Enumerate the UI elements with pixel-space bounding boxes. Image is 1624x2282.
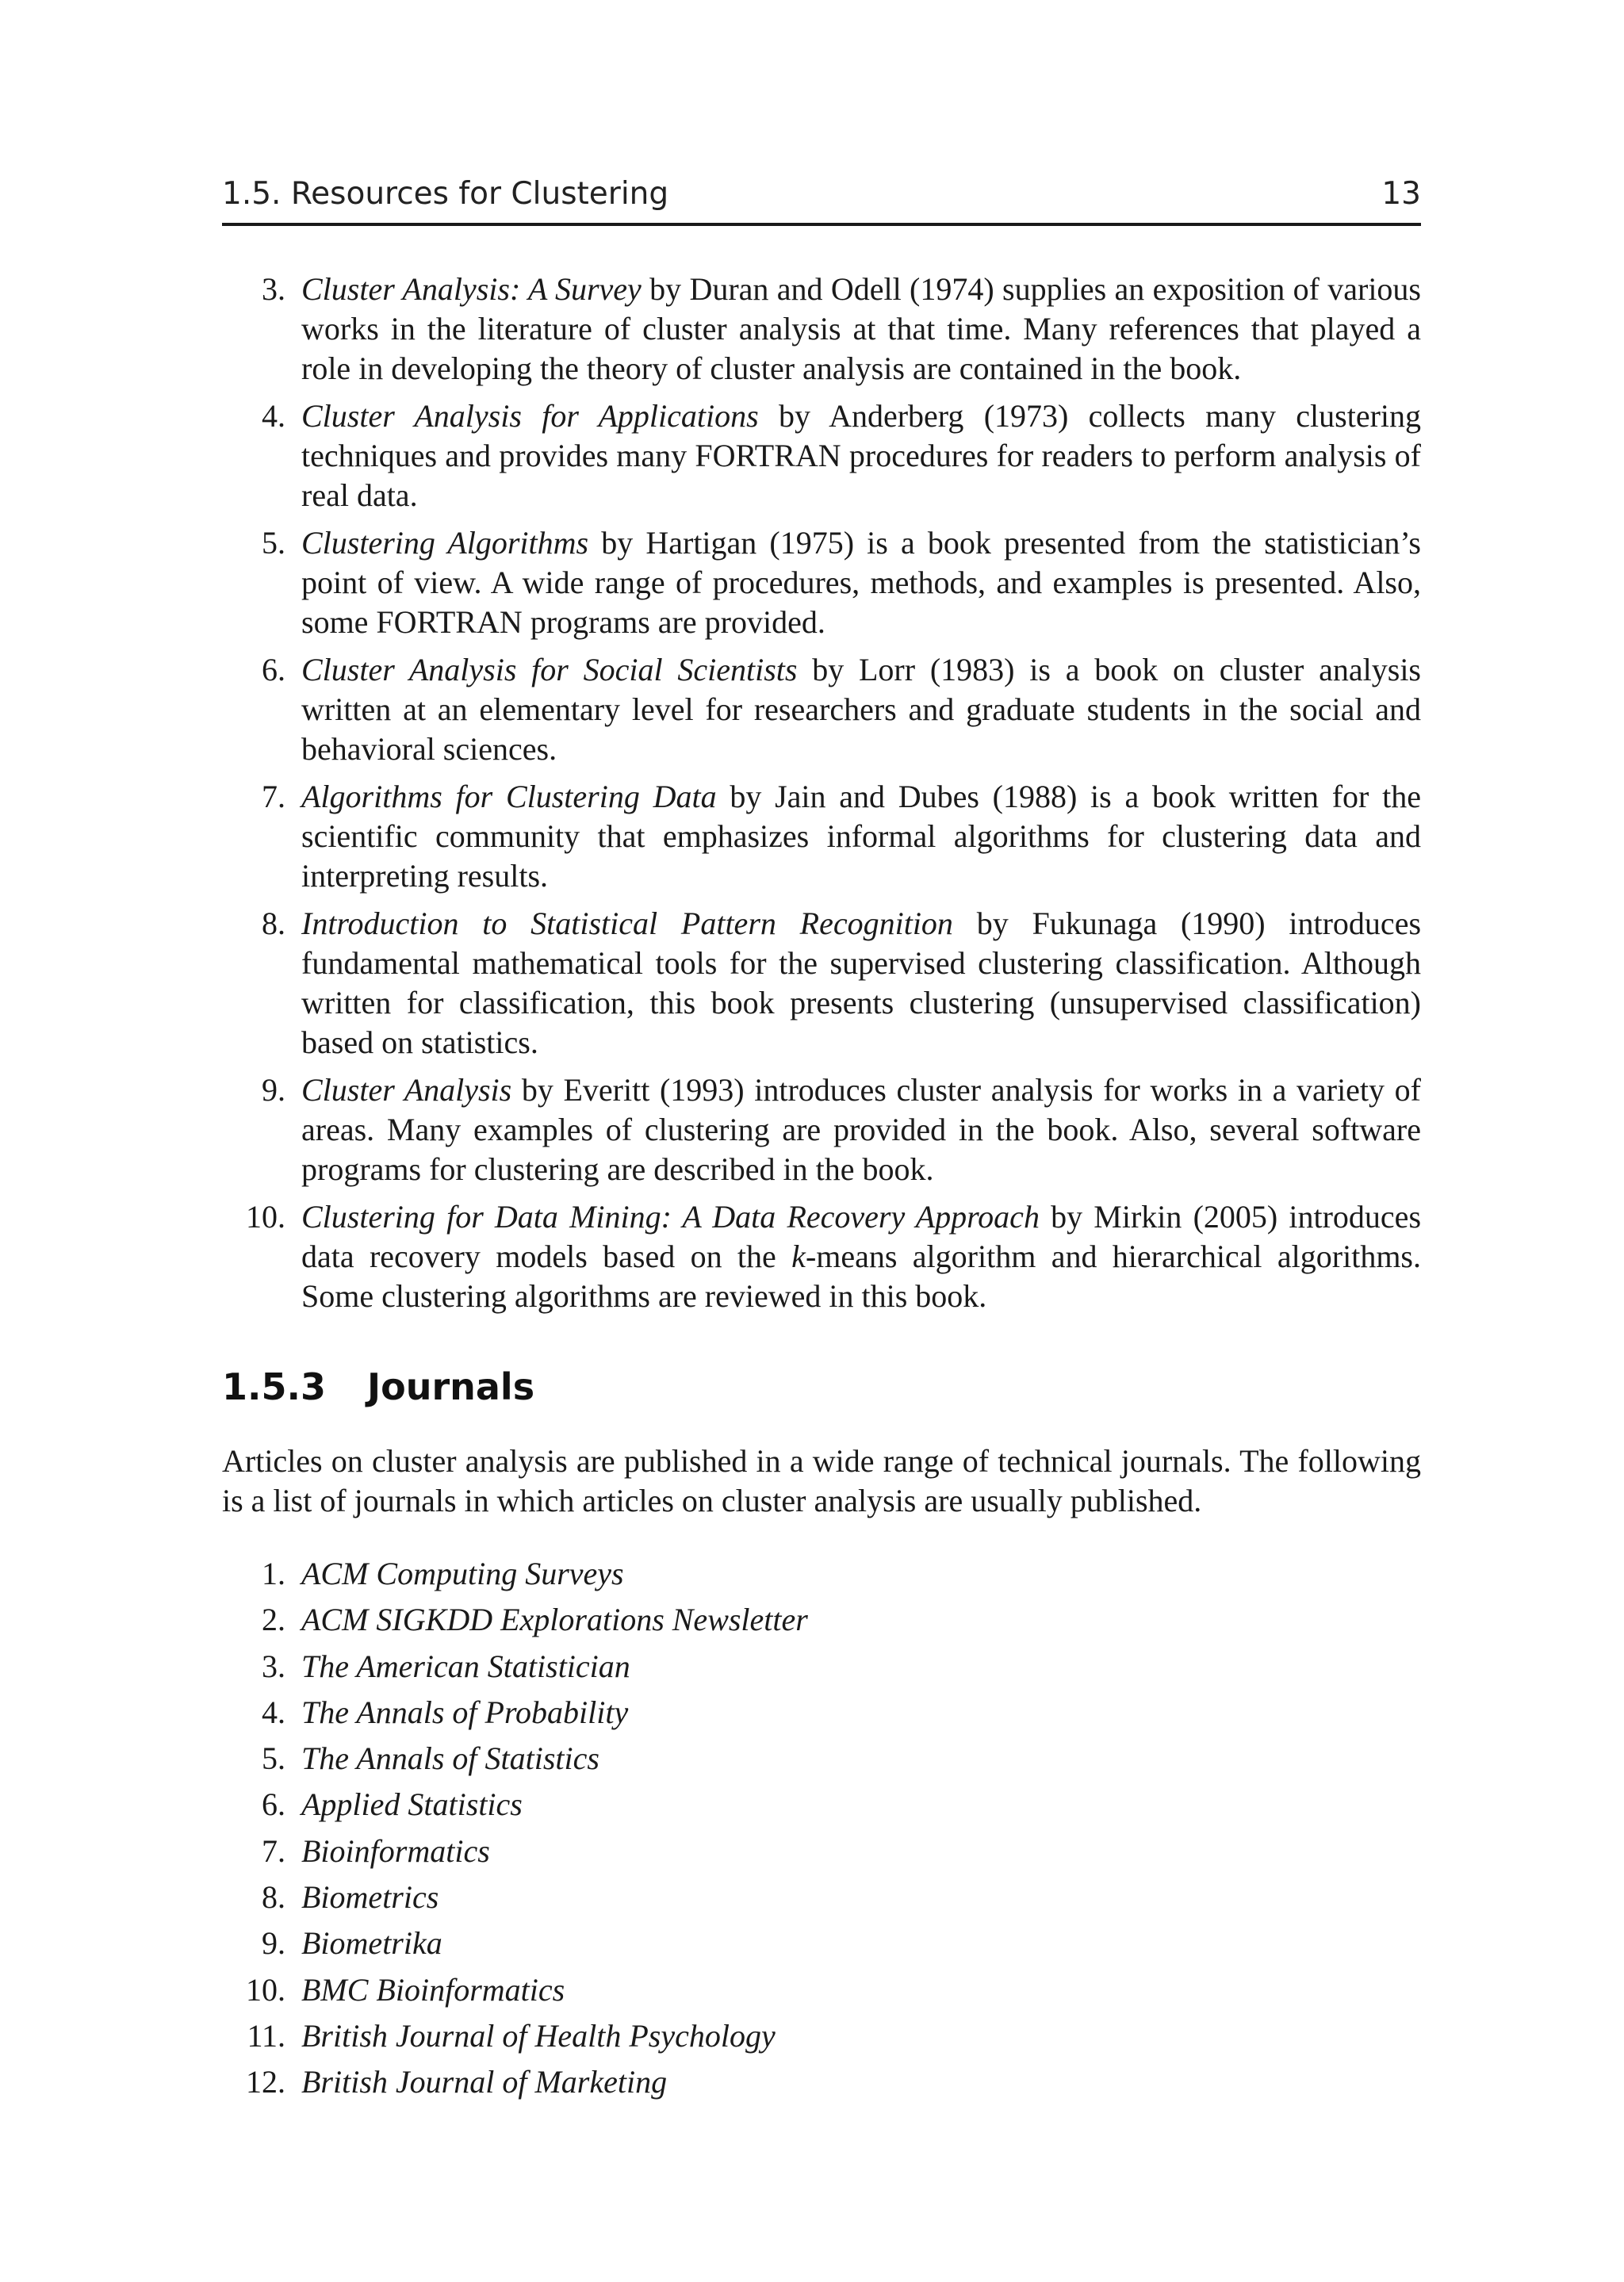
journal-title: ACM Computing Surveys — [301, 1556, 624, 1591]
item-number: 11. — [247, 2017, 285, 2054]
book-description: by Fukunaga (1990) introduces fundamental mathematical tools for the supervised clustering classification. Although written for classification, this book presents clustering (unsupervised classification) based on statistics. — [301, 906, 1422, 1060]
item-number: 1. — [262, 1556, 285, 1591]
book-description: by Anderberg (1973) collects many clustering techniques and provides many FORTRAN procedures for readers to perform analysis of real data. — [301, 398, 1422, 513]
journal-item — [222, 1782, 1421, 1828]
journal-item — [222, 1920, 1421, 1966]
item-number: 5. — [262, 1740, 285, 1777]
item-number: 2. — [262, 1602, 285, 1638]
book-description-cont: -means algorithm and hierarchical algorithms. Some clustering algorithms are reviewed in this book. — [301, 1239, 1422, 1314]
journal-title: British Journal of Marketing — [301, 2064, 668, 2100]
item-number: 3. — [262, 271, 285, 307]
book-title: Cluster Analysis — [301, 1072, 512, 1108]
book-title: Clustering Algorithms — [301, 525, 589, 561]
journal-item — [222, 1736, 1421, 1782]
item-number: 4. — [262, 398, 285, 434]
item-number: 8. — [262, 906, 285, 941]
book-title: Cluster Analysis for Applications — [301, 398, 759, 434]
item-number: 3. — [262, 1648, 285, 1684]
running-head-section: 1.5. Resources for Clustering — [222, 176, 669, 212]
book-title: Cluster Analysis for Social Scientists — [301, 652, 798, 687]
journal-title: British Journal of Health Psychology — [301, 2017, 776, 2054]
journal-item — [222, 1597, 1421, 1643]
book-item — [222, 904, 1421, 1063]
section-heading — [222, 1365, 534, 1408]
book-description: by Duran and Odell (1974) supplies an exposition of various works in the literature of cluster analysis at that time. Many references that played a role in developing the theory of cluster analysis are contained in the book. — [301, 271, 1421, 386]
journal-list — [222, 1551, 1421, 2106]
item-number: 10. — [246, 1971, 285, 2008]
book-title: Clustering for Data Mining: A Data Recovery Approach — [301, 1199, 1040, 1235]
book-description: by Everitt (1993) introduces cluster analysis for works in a variety of areas. Many examples of clustering are provided in the book. Also, several software programs for clustering are described in the book. — [301, 1072, 1421, 1187]
section-title: Journals — [366, 1365, 535, 1408]
book-item — [222, 650, 1421, 769]
item-number: 9. — [262, 1072, 285, 1108]
journal-item — [222, 2059, 1421, 2105]
item-number: 8. — [262, 1879, 285, 1916]
running-head — [222, 176, 1421, 212]
journal-title: Biometrika — [301, 1925, 442, 1962]
book-item — [222, 396, 1421, 515]
item-number: 7. — [262, 1832, 285, 1869]
book-description: by Hartigan (1975) is a book presented from the statistician’s point of view. A wide range of procedures, methods, and examples is presented. Also, some FORTRAN programs are provided. — [301, 525, 1421, 640]
journal-title: The Annals of Statistics — [301, 1740, 599, 1777]
journal-title: The American Statistician — [301, 1648, 630, 1684]
page-number: 13 — [1381, 176, 1421, 212]
journal-title: Applied Statistics — [301, 1786, 523, 1823]
book-title: Cluster Analysis: A Survey — [301, 271, 642, 307]
book-description: by Mirkin (2005) introduces data recovery models based on the — [301, 1199, 1422, 1274]
journal-item — [222, 1874, 1421, 1920]
book-item — [222, 777, 1421, 896]
journal-title: BMC Bioinformatics — [301, 1971, 565, 2008]
item-number: 7. — [262, 779, 285, 814]
header-rule — [222, 223, 1421, 226]
book-item — [222, 270, 1421, 389]
book-description: by Jain and Dubes (1988) is a book written for the scientific community that emphasizes informal algorithms for clustering data and interpreting results. — [301, 779, 1421, 894]
book-item — [222, 1070, 1421, 1189]
k-symbol: k — [791, 1239, 806, 1274]
section-number: 1.5.3 — [222, 1365, 326, 1408]
book-title: Algorithms for Clustering Data — [301, 779, 717, 814]
item-number: 9. — [262, 1925, 285, 1962]
journal-item — [222, 1551, 1421, 1597]
journal-title: ACM SIGKDD Explorations Newsletter — [301, 1602, 808, 1638]
book-list — [222, 270, 1421, 1324]
journal-item — [222, 1967, 1421, 2013]
journal-item — [222, 2013, 1421, 2059]
intro-paragraph: Articles on cluster analysis are published in a wide range of technical journals. The following is a list of journals in which articles on cluster analysis are usually published. — [222, 1443, 1421, 1518]
book-title: Introduction to Statistical Pattern Recognition — [301, 906, 953, 941]
journal-title: The Annals of Probability — [301, 1694, 629, 1730]
book-item — [222, 523, 1421, 642]
journal-title: Biometrics — [301, 1879, 439, 1916]
book-item — [222, 1197, 1421, 1316]
item-number: 12. — [246, 2064, 285, 2100]
item-number: 4. — [262, 1694, 285, 1730]
journal-item — [222, 1644, 1421, 1690]
item-number: 6. — [262, 1786, 285, 1823]
item-number: 5. — [262, 525, 285, 561]
item-number: 6. — [262, 652, 285, 687]
journal-item — [222, 1690, 1421, 1736]
journal-title: Bioinformatics — [301, 1832, 490, 1869]
journal-item — [222, 1828, 1421, 1874]
item-number: 10. — [246, 1199, 285, 1235]
book-description: by Lorr (1983) is a book on cluster analysis written at an elementary level for researchers and graduate students in the social and behavioral sciences. — [301, 652, 1422, 767]
